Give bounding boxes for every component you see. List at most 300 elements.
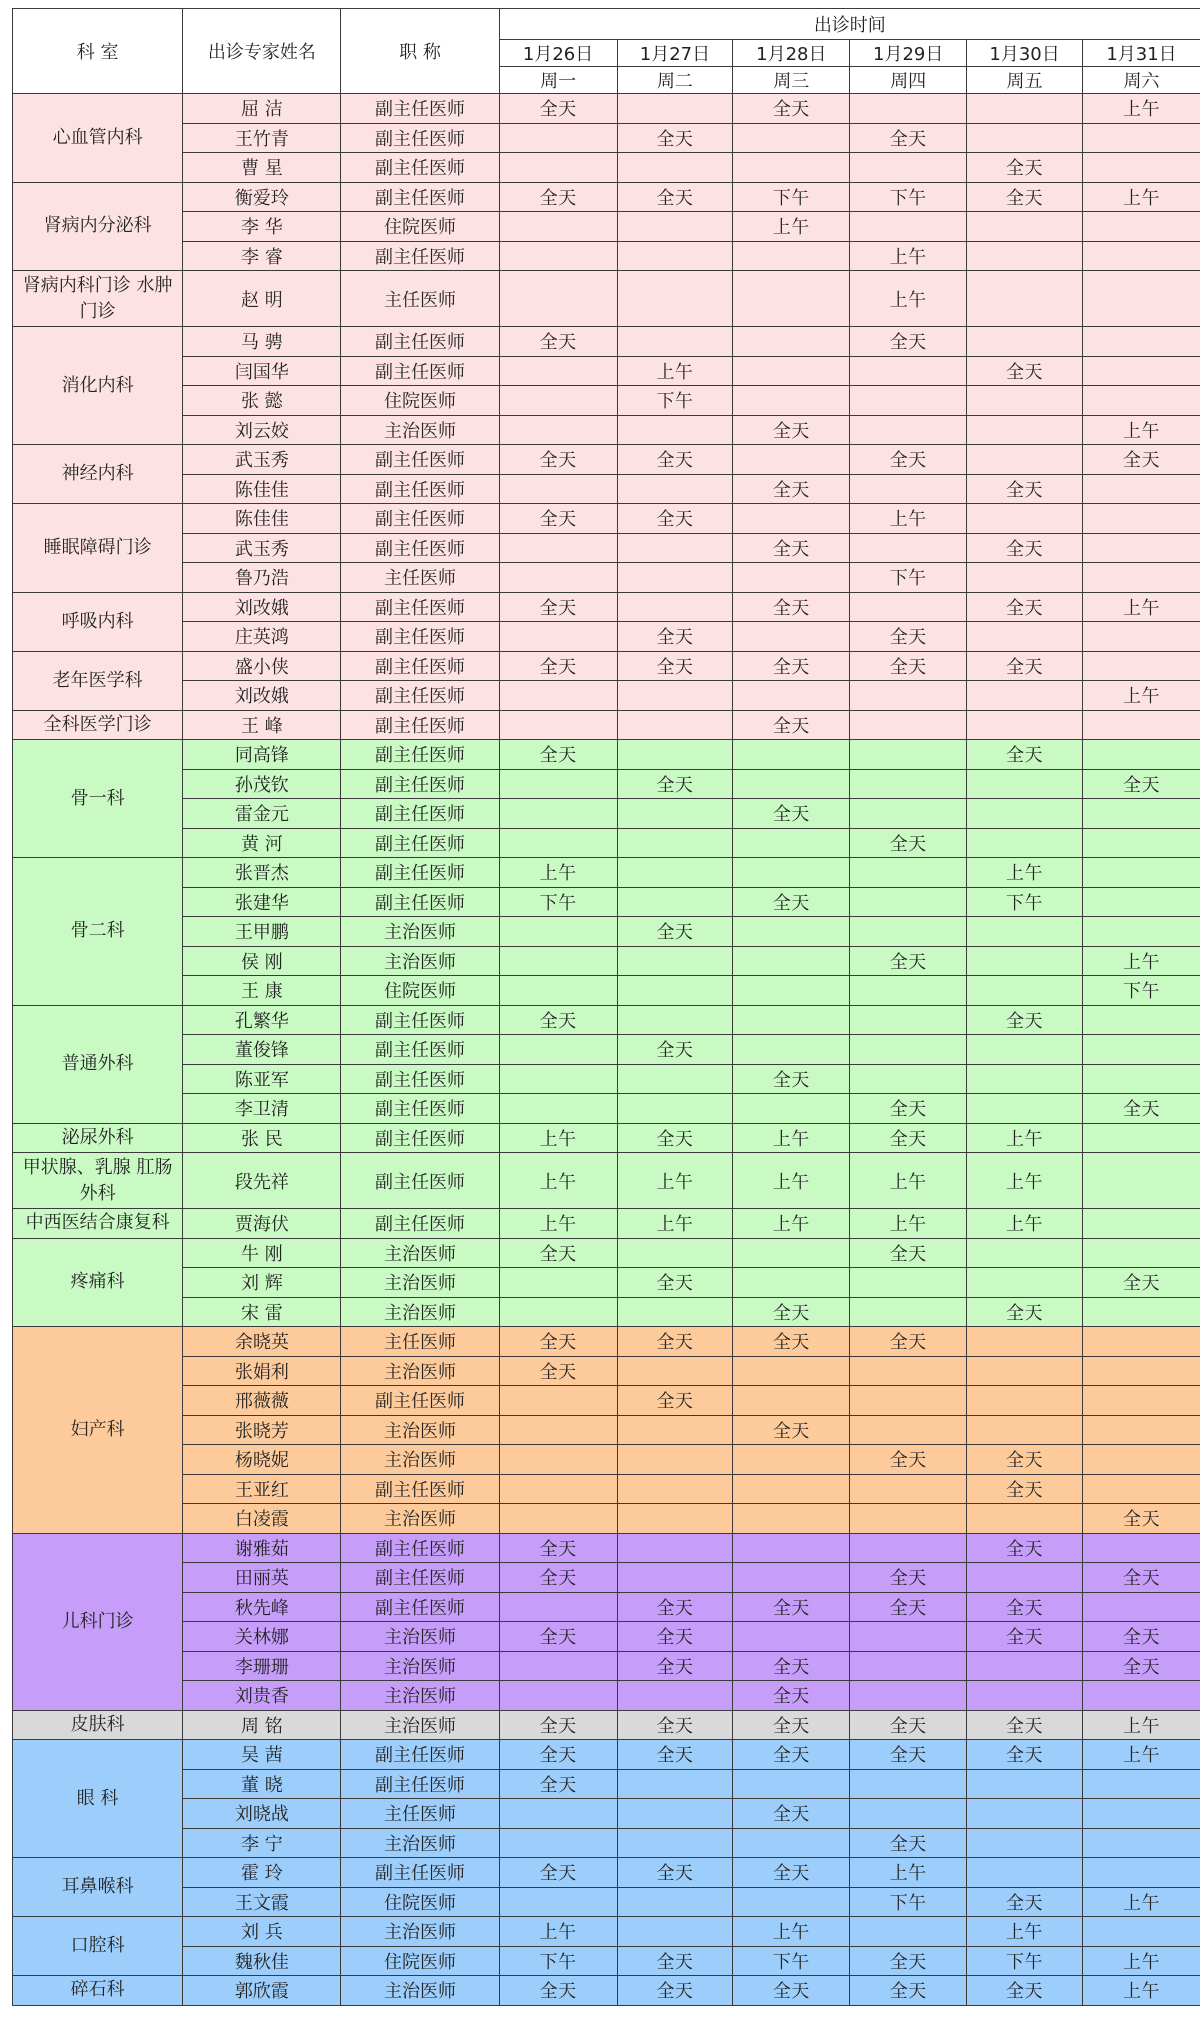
schedule-cell — [617, 1828, 733, 1858]
schedule-cell — [1082, 622, 1200, 652]
doctor-name-cell: 刘晓战 — [183, 1799, 341, 1829]
schedule-cell: 全天 — [733, 592, 850, 622]
schedule-cell — [733, 1445, 850, 1475]
doctor-name-cell: 刘改娥 — [183, 592, 341, 622]
schedule-cell — [617, 710, 733, 740]
doctor-title-cell: 副主任医师 — [341, 710, 499, 740]
schedule-cell — [967, 828, 1083, 858]
schedule-cell — [1082, 1123, 1200, 1153]
schedule-cell: 全天 — [499, 1238, 617, 1268]
doctor-title-cell: 副主任医师 — [341, 592, 499, 622]
schedule-cell — [617, 1064, 733, 1094]
doctor-name-cell: 刘 辉 — [183, 1268, 341, 1298]
doctor-name-cell: 张建华 — [183, 887, 341, 917]
schedule-cell — [733, 327, 850, 357]
schedule-cell: 全天 — [850, 622, 967, 652]
doctor-title-cell: 副主任医师 — [341, 1740, 499, 1770]
doctor-name-cell: 闫国华 — [183, 356, 341, 386]
schedule-cell: 全天 — [733, 415, 850, 445]
schedule-cell — [850, 769, 967, 799]
header-date: 1月30日 — [967, 40, 1083, 67]
doctor-title-cell: 主治医师 — [341, 1710, 499, 1740]
table-header — [13, 9, 1200, 94]
schedule-cell — [967, 1094, 1083, 1124]
department-cell: 肾病内科门诊 水肿门诊 — [13, 271, 183, 327]
doctor-name-cell: 同高锋 — [183, 740, 341, 770]
doctor-name-cell: 刘云姣 — [183, 415, 341, 445]
schedule-cell: 上午 — [967, 858, 1083, 888]
schedule-cell: 全天 — [967, 474, 1083, 504]
doctor-name-cell: 王亚红 — [183, 1474, 341, 1504]
table-row — [13, 1858, 1200, 1888]
schedule-cell — [733, 504, 850, 534]
schedule-cell — [733, 740, 850, 770]
department-cell: 甲状腺、乳腺 肛肠外科 — [13, 1153, 183, 1209]
doctor-title-cell: 副主任医师 — [341, 1533, 499, 1563]
department-cell: 妇产科 — [13, 1327, 183, 1534]
schedule-cell: 上午 — [1082, 1887, 1200, 1917]
schedule-cell — [967, 415, 1083, 445]
schedule-cell: 全天 — [733, 1681, 850, 1711]
schedule-cell — [733, 445, 850, 475]
department-cell: 耳鼻喉科 — [13, 1858, 183, 1917]
doctor-name-cell: 赵 明 — [183, 271, 341, 327]
doctor-name-cell: 邢薇薇 — [183, 1386, 341, 1416]
schedule-cell — [617, 1238, 733, 1268]
schedule-cell: 全天 — [499, 182, 617, 212]
table-row — [13, 799, 1200, 829]
table-row — [13, 1238, 1200, 1268]
schedule-cell: 全天 — [967, 1592, 1083, 1622]
schedule-cell — [967, 1769, 1083, 1799]
schedule-cell — [1082, 386, 1200, 416]
schedule-cell — [1082, 153, 1200, 183]
schedule-cell: 全天 — [617, 917, 733, 947]
doctor-name-cell: 董 晓 — [183, 1769, 341, 1799]
schedule-cell — [967, 769, 1083, 799]
schedule-cell: 上午 — [499, 1917, 617, 1947]
table-row — [13, 123, 1200, 153]
schedule-cell — [733, 241, 850, 271]
schedule-cell — [1082, 740, 1200, 770]
schedule-cell: 下午 — [733, 182, 850, 212]
department-cell: 疼痛科 — [13, 1238, 183, 1327]
schedule-cell: 全天 — [967, 1710, 1083, 1740]
schedule-cell: 全天 — [850, 123, 967, 153]
schedule-cell — [1082, 327, 1200, 357]
schedule-cell: 全天 — [733, 94, 850, 124]
doctor-title-cell: 副主任医师 — [341, 1153, 499, 1209]
table-row — [13, 1769, 1200, 1799]
schedule-cell — [733, 271, 850, 327]
schedule-cell — [967, 94, 1083, 124]
doctor-title-cell: 主治医师 — [341, 1297, 499, 1327]
schedule-cell: 全天 — [967, 1976, 1083, 2006]
schedule-cell — [617, 474, 733, 504]
schedule-cell — [499, 946, 617, 976]
schedule-cell — [850, 976, 967, 1006]
schedule-cell — [499, 710, 617, 740]
schedule-cell — [1082, 1153, 1200, 1209]
schedule-cell — [617, 1799, 733, 1829]
schedule-cell: 上午 — [1082, 94, 1200, 124]
doctor-name-cell: 余晓英 — [183, 1327, 341, 1357]
schedule-cell: 全天 — [850, 1563, 967, 1593]
doctor-name-cell: 庄英鸿 — [183, 622, 341, 652]
schedule-cell — [850, 858, 967, 888]
schedule-cell — [1082, 1064, 1200, 1094]
schedule-cell — [499, 415, 617, 445]
table-body — [13, 94, 1200, 2006]
header-date: 1月31日 — [1082, 40, 1200, 67]
doctor-name-cell: 王文霞 — [183, 1887, 341, 1917]
doctor-name-cell: 刘 兵 — [183, 1917, 341, 1947]
schedule-cell — [967, 1681, 1083, 1711]
schedule-cell — [617, 1356, 733, 1386]
schedule-cell: 全天 — [850, 445, 967, 475]
doctor-title-cell: 副主任医师 — [341, 1592, 499, 1622]
schedule-cell — [617, 415, 733, 445]
schedule-cell — [850, 1474, 967, 1504]
schedule-cell: 全天 — [499, 94, 617, 124]
department-cell: 心血管内科 — [13, 94, 183, 183]
doctor-name-cell: 李 宁 — [183, 1828, 341, 1858]
schedule-cell: 上午 — [617, 356, 733, 386]
schedule-cell: 上午 — [850, 1153, 967, 1209]
doctor-name-cell: 鲁乃浩 — [183, 563, 341, 593]
doctor-title-cell: 主治医师 — [341, 1238, 499, 1268]
schedule-cell — [499, 123, 617, 153]
schedule-cell: 全天 — [733, 1592, 850, 1622]
schedule-cell: 全天 — [733, 1976, 850, 2006]
doctor-name-cell: 关林娜 — [183, 1622, 341, 1652]
schedule-cell: 全天 — [617, 123, 733, 153]
schedule-cell — [850, 94, 967, 124]
schedule-cell: 上午 — [850, 1209, 967, 1239]
schedule-cell: 全天 — [850, 1592, 967, 1622]
schedule-cell: 下午 — [499, 1946, 617, 1976]
schedule-cell — [499, 1297, 617, 1327]
schedule-cell: 上午 — [967, 1917, 1083, 1947]
schedule-cell — [967, 799, 1083, 829]
schedule-cell — [967, 1828, 1083, 1858]
schedule-cell: 全天 — [850, 1123, 967, 1153]
schedule-cell — [850, 1799, 967, 1829]
department-cell: 中西医结合康复科 — [13, 1209, 183, 1239]
table-row — [13, 1504, 1200, 1534]
table-row — [13, 1474, 1200, 1504]
department-cell: 肾病内分泌科 — [13, 182, 183, 271]
schedule-cell: 全天 — [499, 1769, 617, 1799]
schedule-cell: 全天 — [499, 1327, 617, 1357]
table-row — [13, 1740, 1200, 1770]
schedule-cell: 上午 — [1082, 1976, 1200, 2006]
schedule-cell: 全天 — [967, 1005, 1083, 1035]
doctor-title-cell: 副主任医师 — [341, 1209, 499, 1239]
schedule-cell: 上午 — [733, 1123, 850, 1153]
doctor-title-cell: 副主任医师 — [341, 1035, 499, 1065]
schedule-cell: 全天 — [733, 799, 850, 829]
schedule-cell — [1082, 1209, 1200, 1239]
table-row — [13, 474, 1200, 504]
header-dept: 科 室 — [13, 9, 183, 94]
doctor-title-cell: 主治医师 — [341, 1445, 499, 1475]
schedule-cell: 上午 — [1082, 1710, 1200, 1740]
schedule-cell — [850, 1268, 967, 1298]
schedule-cell: 全天 — [967, 651, 1083, 681]
schedule-cell: 全天 — [499, 445, 617, 475]
schedule-cell — [733, 1386, 850, 1416]
schedule-cell: 全天 — [967, 1740, 1083, 1770]
doctor-title-cell: 主治医师 — [341, 1681, 499, 1711]
table-row — [13, 858, 1200, 888]
schedule-cell — [499, 828, 617, 858]
schedule-cell — [1082, 1445, 1200, 1475]
schedule-cell: 全天 — [967, 592, 1083, 622]
schedule-cell — [617, 828, 733, 858]
table-row — [13, 563, 1200, 593]
doctor-name-cell: 田丽英 — [183, 1563, 341, 1593]
doctor-title-cell: 副主任医师 — [341, 94, 499, 124]
schedule-cell — [617, 563, 733, 593]
schedule-cell: 全天 — [733, 1710, 850, 1740]
schedule-cell — [499, 153, 617, 183]
schedule-cell — [499, 1828, 617, 1858]
schedule-cell: 下午 — [499, 887, 617, 917]
schedule-cell — [967, 946, 1083, 976]
schedule-cell: 全天 — [850, 1828, 967, 1858]
table-row — [13, 1946, 1200, 1976]
schedule-cell: 下午 — [967, 887, 1083, 917]
schedule-cell: 全天 — [850, 828, 967, 858]
doctor-name-cell: 侯 刚 — [183, 946, 341, 976]
doctor-name-cell: 刘贵香 — [183, 1681, 341, 1711]
doctor-name-cell: 张晓芳 — [183, 1415, 341, 1445]
department-cell: 睡眠障碍门诊 — [13, 504, 183, 593]
doctor-name-cell: 魏秋佳 — [183, 1946, 341, 1976]
schedule-cell — [967, 1268, 1083, 1298]
schedule-cell — [617, 1474, 733, 1504]
schedule-cell — [617, 153, 733, 183]
schedule-cell: 全天 — [617, 1710, 733, 1740]
schedule-cell: 全天 — [499, 1533, 617, 1563]
schedule-cell: 上午 — [850, 271, 967, 327]
doctor-title-cell: 主治医师 — [341, 1504, 499, 1534]
schedule-cell: 全天 — [850, 1327, 967, 1357]
schedule-cell — [1082, 858, 1200, 888]
doctor-name-cell: 陈佳佳 — [183, 474, 341, 504]
doctor-name-cell: 武玉秀 — [183, 445, 341, 475]
doctor-name-cell: 秋先峰 — [183, 1592, 341, 1622]
doctor-name-cell: 盛小侠 — [183, 651, 341, 681]
doctor-title-cell: 副主任医师 — [341, 153, 499, 183]
doctor-name-cell: 刘改娥 — [183, 681, 341, 711]
schedule-cell: 全天 — [850, 1710, 967, 1740]
table-row — [13, 1622, 1200, 1652]
schedule-cell: 全天 — [850, 1094, 967, 1124]
schedule-cell: 上午 — [1082, 681, 1200, 711]
schedule-cell — [733, 1828, 850, 1858]
header-date: 1月29日 — [850, 40, 967, 67]
schedule-cell: 全天 — [1082, 1622, 1200, 1652]
header-weekday: 周二 — [617, 67, 733, 94]
schedule-cell — [1082, 1005, 1200, 1035]
schedule-cell: 上午 — [733, 1209, 850, 1239]
doctor-title-cell: 副主任医师 — [341, 769, 499, 799]
schedule-cell — [1082, 1592, 1200, 1622]
schedule-cell — [967, 1651, 1083, 1681]
schedule-cell — [850, 887, 967, 917]
schedule-cell — [1082, 1386, 1200, 1416]
table-row — [13, 1533, 1200, 1563]
table-row — [13, 740, 1200, 770]
schedule-cell — [967, 1327, 1083, 1357]
schedule-cell — [733, 858, 850, 888]
table-row — [13, 1356, 1200, 1386]
schedule-cell: 全天 — [1082, 1268, 1200, 1298]
schedule-cell: 下午 — [967, 1946, 1083, 1976]
schedule-cell — [617, 799, 733, 829]
schedule-cell — [733, 1356, 850, 1386]
schedule-cell — [967, 386, 1083, 416]
doctor-name-cell: 董俊锋 — [183, 1035, 341, 1065]
doctor-title-cell: 主治医师 — [341, 1356, 499, 1386]
schedule-cell — [850, 1005, 967, 1035]
schedule-cell: 全天 — [967, 153, 1083, 183]
table-row — [13, 976, 1200, 1006]
schedule-cell — [733, 1769, 850, 1799]
schedule-cell — [733, 1005, 850, 1035]
schedule-cell — [1082, 1858, 1200, 1888]
doctor-title-cell: 主治医师 — [341, 1651, 499, 1681]
schedule-cell — [967, 710, 1083, 740]
schedule-cell: 全天 — [967, 182, 1083, 212]
schedule-cell: 下午 — [850, 563, 967, 593]
schedule-cell — [850, 917, 967, 947]
schedule-cell — [1082, 474, 1200, 504]
doctor-title-cell: 副主任医师 — [341, 1769, 499, 1799]
schedule-cell: 全天 — [850, 1238, 967, 1268]
doctor-name-cell: 杨晓妮 — [183, 1445, 341, 1475]
schedule-cell: 全天 — [499, 1976, 617, 2006]
table-row — [13, 1976, 1200, 2006]
schedule-cell — [1082, 504, 1200, 534]
schedule-cell: 全天 — [850, 1976, 967, 2006]
doctor-title-cell: 主任医师 — [341, 563, 499, 593]
schedule-cell — [617, 1297, 733, 1327]
schedule-cell — [967, 241, 1083, 271]
schedule-cell — [733, 386, 850, 416]
schedule-cell — [850, 710, 967, 740]
table-row — [13, 1445, 1200, 1475]
schedule-cell: 全天 — [617, 1123, 733, 1153]
schedule-cell — [1082, 1681, 1200, 1711]
schedule-cell — [617, 271, 733, 327]
schedule-cell — [850, 153, 967, 183]
table-row — [13, 592, 1200, 622]
schedule-cell: 全天 — [1082, 1563, 1200, 1593]
schedule-cell — [499, 356, 617, 386]
schedule-cell — [733, 1504, 850, 1534]
schedule-cell — [733, 1887, 850, 1917]
doctor-title-cell: 副主任医师 — [341, 681, 499, 711]
doctor-title-cell: 副主任医师 — [341, 740, 499, 770]
schedule-cell — [499, 1592, 617, 1622]
schedule-cell: 上午 — [733, 1153, 850, 1209]
doctor-title-cell: 副主任医师 — [341, 504, 499, 534]
schedule-cell: 全天 — [733, 1858, 850, 1888]
schedule-cell — [1082, 271, 1200, 327]
schedule-cell: 上午 — [1082, 946, 1200, 976]
schedule-cell: 全天 — [617, 445, 733, 475]
doctor-name-cell: 周 铭 — [183, 1710, 341, 1740]
schedule-cell: 全天 — [499, 327, 617, 357]
schedule-cell: 全天 — [967, 1474, 1083, 1504]
header-date: 1月27日 — [617, 40, 733, 67]
schedule-cell — [967, 1356, 1083, 1386]
table-row — [13, 1651, 1200, 1681]
schedule-cell — [1082, 1297, 1200, 1327]
doctor-title-cell: 副主任医师 — [341, 799, 499, 829]
schedule-cell: 全天 — [617, 1858, 733, 1888]
schedule-cell — [733, 976, 850, 1006]
header-weekday: 周六 — [1082, 67, 1200, 94]
header-doctor-name: 出诊专家姓名 — [183, 9, 341, 94]
schedule-cell — [850, 1356, 967, 1386]
schedule-cell: 全天 — [617, 651, 733, 681]
doctor-title-cell: 住院医师 — [341, 976, 499, 1006]
schedule-cell — [499, 976, 617, 1006]
table-row — [13, 1064, 1200, 1094]
schedule-cell — [1082, 1327, 1200, 1357]
schedule-cell — [499, 1035, 617, 1065]
doctor-title-cell: 主任医师 — [341, 271, 499, 327]
schedule-cell — [850, 1064, 967, 1094]
table-row — [13, 681, 1200, 711]
doctor-name-cell: 衡爱玲 — [183, 182, 341, 212]
schedule-cell — [967, 212, 1083, 242]
schedule-cell: 下午 — [733, 1946, 850, 1976]
schedule-cell: 上午 — [617, 1153, 733, 1209]
schedule-cell: 全天 — [499, 1563, 617, 1593]
schedule-cell: 全天 — [617, 622, 733, 652]
doctor-title-cell: 住院医师 — [341, 212, 499, 242]
table-row — [13, 1123, 1200, 1153]
schedule-cell — [967, 1563, 1083, 1593]
table-row — [13, 415, 1200, 445]
doctor-name-cell: 白凌霞 — [183, 1504, 341, 1534]
schedule-cell: 全天 — [617, 1622, 733, 1652]
schedule-cell — [499, 1094, 617, 1124]
schedule-cell — [499, 1474, 617, 1504]
schedule-cell — [850, 1504, 967, 1534]
schedule-container — [12, 8, 1200, 2006]
schedule-cell: 全天 — [617, 1592, 733, 1622]
schedule-cell — [733, 1268, 850, 1298]
table-row — [13, 1209, 1200, 1239]
schedule-cell — [967, 123, 1083, 153]
schedule-cell — [733, 622, 850, 652]
schedule-cell — [850, 740, 967, 770]
doctor-name-cell: 孙茂钦 — [183, 769, 341, 799]
schedule-cell: 全天 — [617, 1976, 733, 2006]
schedule-cell: 全天 — [617, 1946, 733, 1976]
schedule-cell — [499, 386, 617, 416]
doctor-name-cell: 牛 刚 — [183, 1238, 341, 1268]
doctor-title-cell: 副主任医师 — [341, 474, 499, 504]
doctor-title-cell: 主治医师 — [341, 1268, 499, 1298]
schedule-cell — [850, 1917, 967, 1947]
